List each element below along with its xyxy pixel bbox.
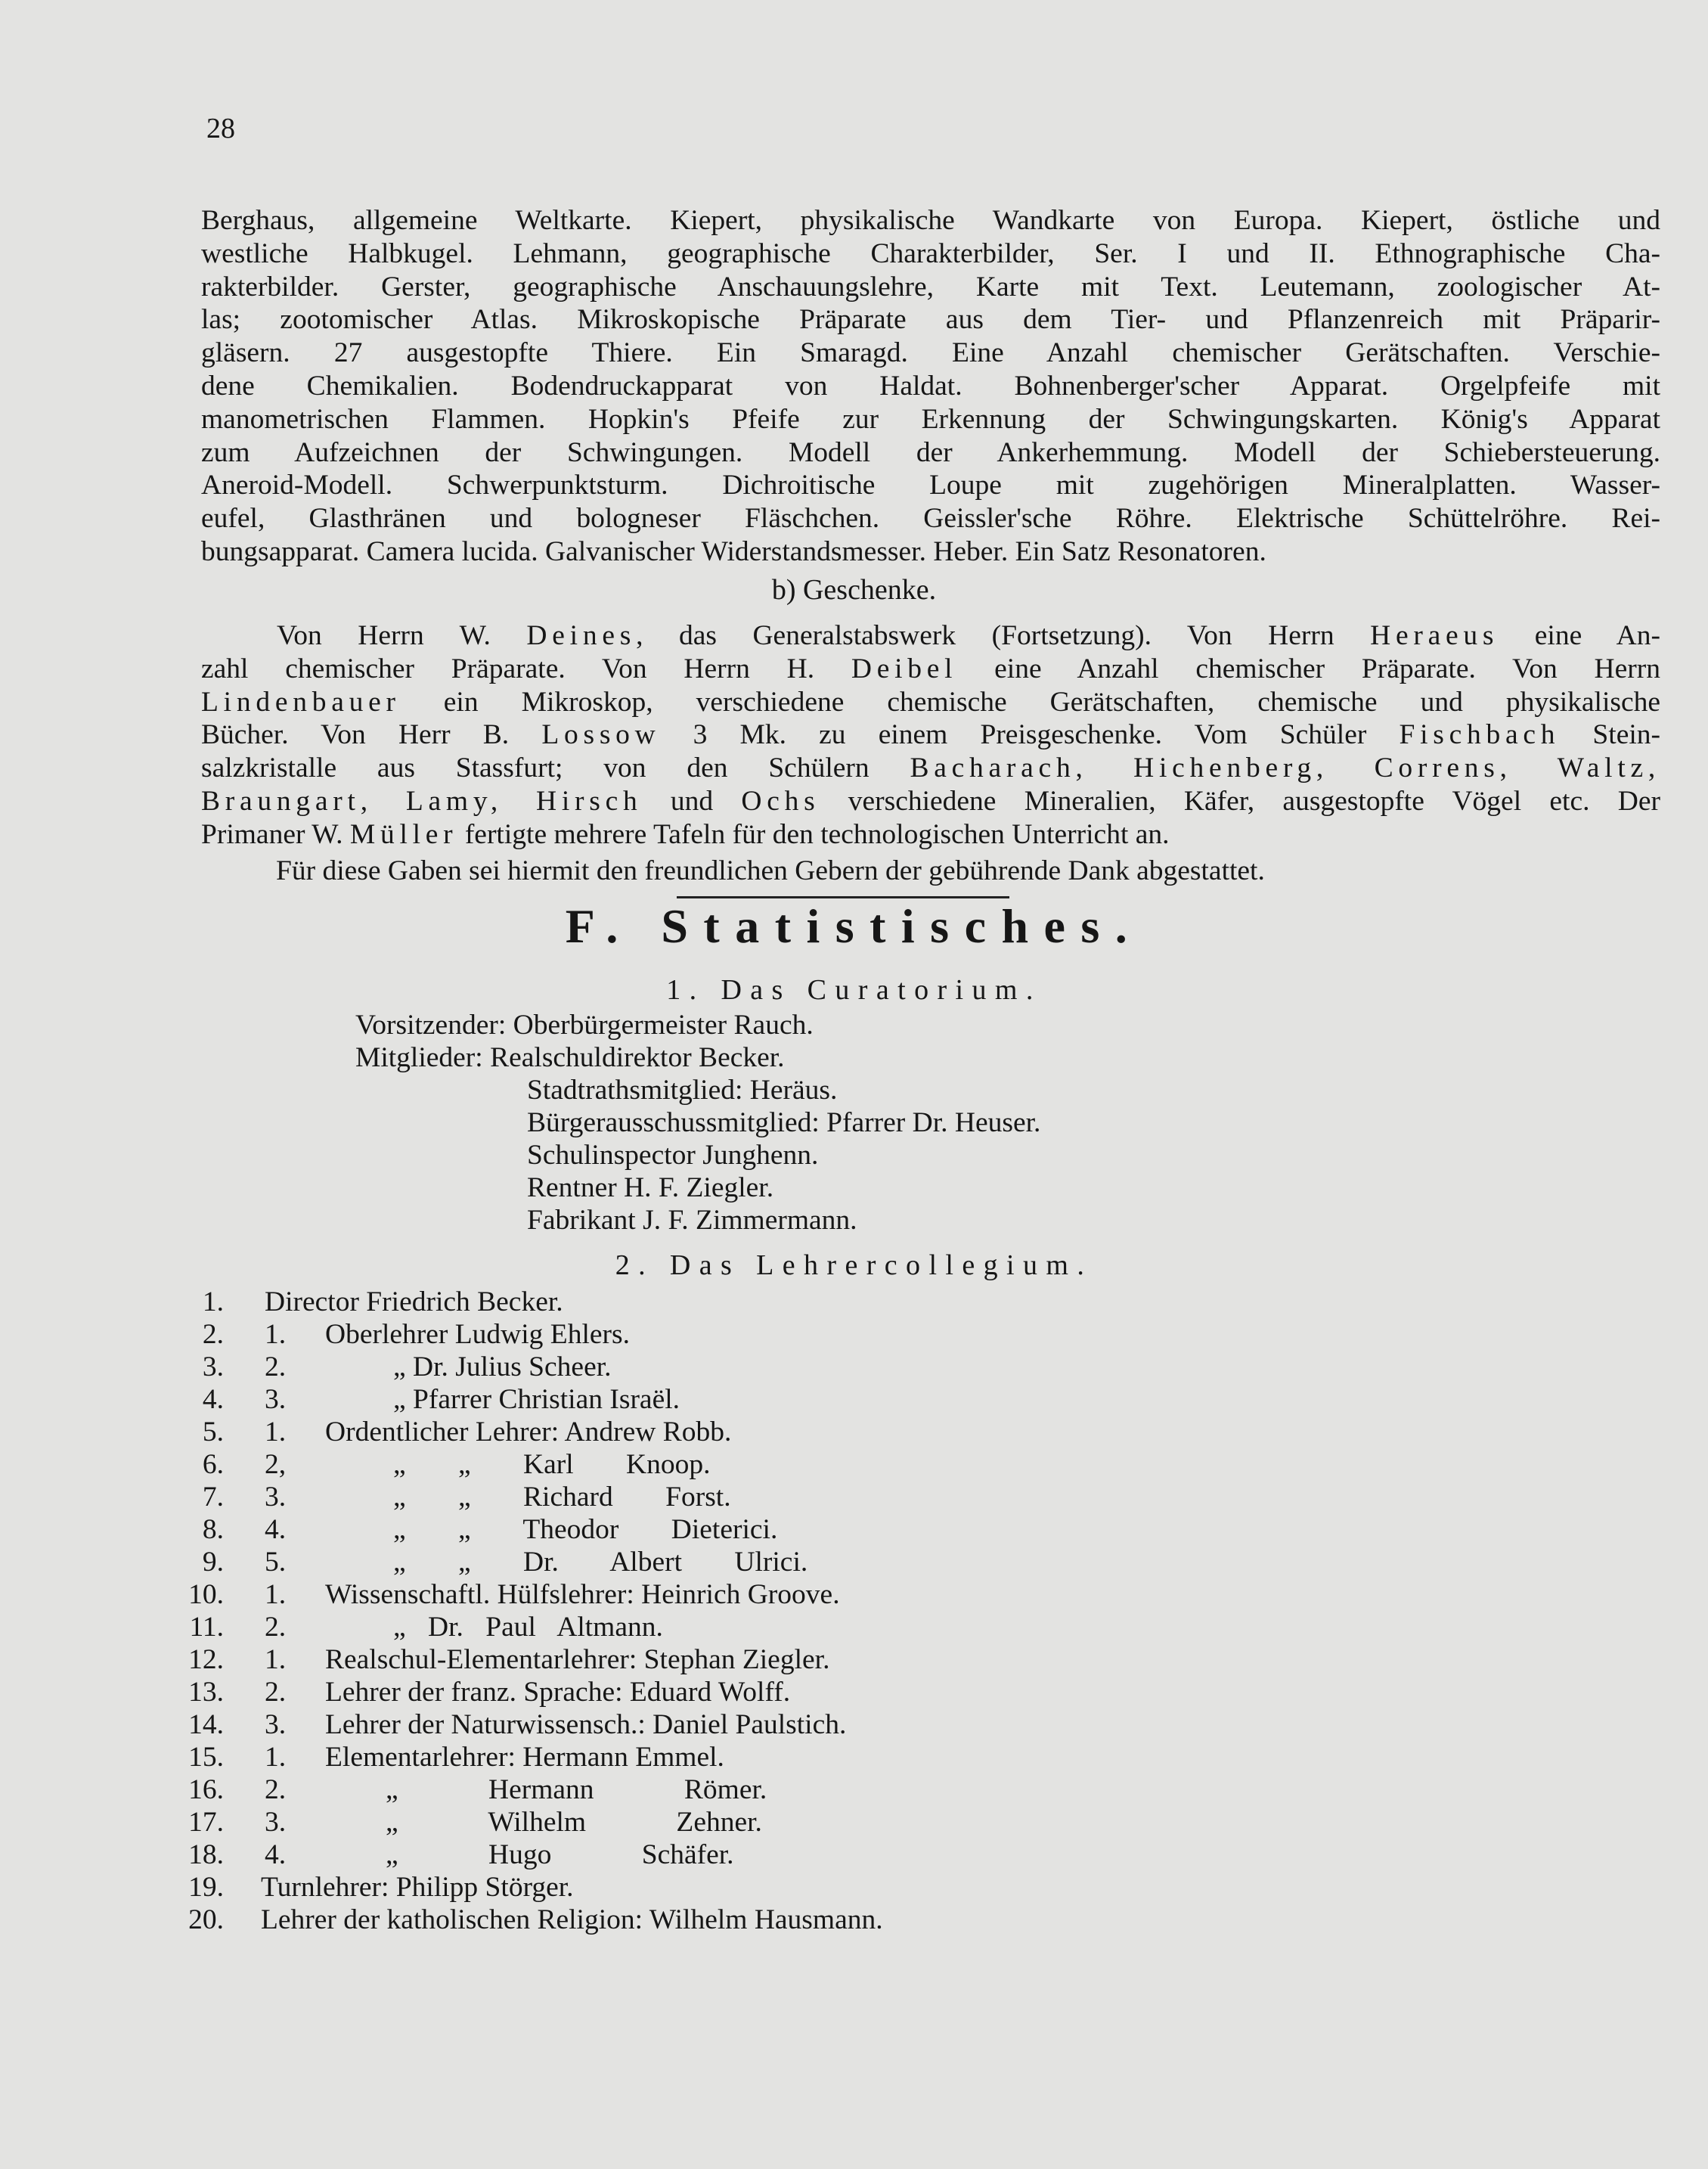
inventory-line: bungsapparat. Camera lucida. Galvanischer Widerstandsmesser. Heber. Ein Satz Resonatoren. — [201, 535, 1266, 567]
entry-number: 1. — [202, 1286, 224, 1317]
members-label: Mitglieder: — [355, 1042, 483, 1073]
gifts-line: Bücher. Von Herr B. Lossow 3 Mk. zu einem Preisgeschenke. Vom Schüler Fischbach Stein- — [201, 719, 1660, 751]
entry-number: 9. — [202, 1547, 224, 1578]
entry-text: „ Dr. Paul Altmann. — [393, 1612, 663, 1643]
inventory-line: gläsern. 27 ausgestopfte Thiere. Ein Smaragd. Eine Anzahl chemischer Gerätschaften. Verschie- — [201, 337, 1660, 369]
entry-number: 7. — [202, 1482, 224, 1513]
inventory-line: rakterbilder. Gerster, geographische Anschauungslehre, Karte mit Text. Leutemann, zoologischer At- — [201, 271, 1660, 303]
gifts-paragraph — [201, 619, 1660, 852]
entry-sub: 5. — [265, 1547, 287, 1578]
entry-number: 18. — [188, 1839, 224, 1870]
member: Bürgerausschussmitglied: Pfarrer Dr. Heuser. — [527, 1107, 1041, 1138]
entry-number: 16. — [188, 1774, 224, 1805]
page-number: 28 — [206, 113, 235, 144]
inventory-line: eufel, Glasthränen und bologneser Fläschchen. Geissler'sche Röhre. Elektrische Schüttelröhre. Rei- — [201, 503, 1660, 535]
entry-text: Lehrer der franz. Sprache: Eduard Wolff. — [325, 1677, 791, 1708]
curatorium-members-row — [355, 1041, 785, 1074]
entry-number: 3. — [202, 1351, 224, 1382]
entry-sub: 1. — [265, 1417, 287, 1448]
entry-number: 19. — [188, 1872, 224, 1903]
entry-sub: 3. — [265, 1482, 287, 1513]
entry-number: 11. — [189, 1612, 224, 1643]
inventory-line: Aneroid-Modell. Schwerpunktsturm. Dichroitische Loupe mit zugehörigen Mineralplatten. Wasser- — [201, 470, 1660, 501]
member: Stadtrathsmitglied: Heräus. — [527, 1075, 838, 1106]
gifts-line: Braungart, Lamy, Hirsch und Ochs verschiedene Mineralien, Käfer, ausgestopfte Vögel etc. Der — [201, 785, 1660, 817]
gifts-line: salzkristalle aus Stassfurt; von den Schülern Bacharach, Hichenberg, Correns, Waltz, — [201, 752, 1661, 784]
section-title: F. Statistisches. — [565, 899, 1143, 953]
gifts-line: Primaner W. Müller fertigte mehrere Tafeln für den technologischen Unterricht an. — [201, 818, 1170, 850]
member: Fabrikant J. F. Zimmermann. — [527, 1205, 857, 1236]
gifts-line: zahl chemischer Präparate. Von Herrn H. Deibel eine Anzahl chemischer Präparate. Von Herrn — [201, 653, 1660, 684]
entry-sub: 1. — [265, 1579, 287, 1610]
entry-number: 4. — [202, 1384, 224, 1415]
member: Schulinspector Junghenn. — [527, 1140, 819, 1171]
curatorium-chair — [355, 1009, 814, 1041]
chair-label: Vorsitzender: — [355, 1010, 507, 1041]
inventory-line: westliche Halbkugel. Lehmann, geographische Charakterbilder, Ser. I und II. Ethnographische Cha- — [201, 237, 1660, 269]
inventory-line: manometrischen Flammen. Hopkin's Pfeife zur Erkennung der Schwingungskarten. König's Apparat — [201, 403, 1660, 435]
entry-sub: 2, — [265, 1449, 287, 1480]
inventory-line: Berghaus, allgemeine Weltkarte. Kiepert, physikalische Wandkarte von Europa. Kiepert, östliche und — [201, 205, 1660, 236]
entry-number: 20. — [188, 1904, 224, 1935]
entry-text: Lehrer der Naturwissensch.: Daniel Paulstich. — [325, 1709, 847, 1740]
entry-number: 14. — [188, 1709, 224, 1740]
thanks-line: Für diese Gaben sei hiermit den freundlichen Gebern der gebührende Dank abgestattet. — [276, 855, 1265, 886]
entry-text: „ Pfarrer Christian Israël. — [393, 1384, 680, 1415]
entry-text: „ „ Theodor Dieterici. — [393, 1514, 778, 1545]
entry-number: 2. — [202, 1319, 224, 1350]
entry-text: „ „ Karl Knoop. — [393, 1449, 711, 1480]
entry-text: Elementarlehrer: Hermann Emmel. — [325, 1742, 724, 1773]
entry-sub: 3. — [265, 1807, 287, 1838]
entry-text: Realschul-Elementarlehrer: Stephan Ziegler. — [325, 1644, 830, 1675]
entry-sub: 1. — [265, 1319, 287, 1350]
entry-sub: 2. — [265, 1612, 287, 1643]
entry-text: Lehrer der katholischen Religion: Wilhelm Hausmann. — [261, 1904, 883, 1935]
member: Rentner H. F. Ziegler. — [527, 1172, 774, 1203]
entry-number: 6. — [202, 1449, 224, 1480]
gifts-line: Von Herrn W. Deines, das Generalstabswerk (Fortsetzung). Von Herrn Heraeus eine An- — [277, 620, 1660, 651]
entry-text: Oberlehrer Ludwig Ehlers. — [325, 1319, 630, 1350]
entry-text: „ „ Richard Forst. — [393, 1482, 731, 1513]
gifts-line: Lindenbauer ein Mikroskop, verschiedene chemische Gerätschaften, chemische und physikalische — [201, 686, 1660, 718]
entry-text: Ordentlicher Lehrer: Andrew Robb. — [325, 1417, 732, 1448]
collegium-heading: 2. Das Lehrercollegium. — [615, 1249, 1093, 1281]
member: Realschuldirektor Becker. — [490, 1042, 785, 1073]
inventory-line: zum Aufzeichnen der Schwingungen. Modell der Ankerhemmung. Modell der Schiebersteuerung. — [201, 436, 1660, 468]
entry-number: 5. — [202, 1417, 224, 1448]
curatorium-heading: 1. Das Curatorium. — [666, 974, 1042, 1006]
inventory-paragraph — [201, 204, 1660, 569]
entry-number: 15. — [188, 1742, 224, 1773]
entry-text: Wissenschaftl. Hülfslehrer: Heinrich Groove. — [325, 1579, 840, 1610]
entry-sub: 1. — [265, 1742, 287, 1773]
entry-text: „ Wilhelm Zehner. — [386, 1807, 762, 1838]
entry-number: 12. — [188, 1644, 224, 1675]
entry-number: 17. — [188, 1807, 224, 1838]
entry-text: Director Friedrich Becker. — [265, 1286, 563, 1317]
entry-sub: 4. — [265, 1514, 287, 1545]
gifts-heading: b) Geschenke. — [771, 574, 937, 606]
entry-text: „ Hugo Schäfer. — [386, 1839, 734, 1870]
entry-sub: 2. — [265, 1351, 287, 1382]
entry-sub: 4. — [265, 1839, 287, 1870]
inventory-line: las; zootomischer Atlas. Mikroskopische Präparate aus dem Tier- und Pflanzenreich mit Präparir- — [201, 304, 1660, 336]
inventory-line: dene Chemikalien. Bodendruckapparat von Haldat. Bohnenberger'scher Apparat. Orgelpfeife mit — [201, 370, 1660, 402]
entry-number: 13. — [188, 1677, 224, 1708]
entry-text: Turnlehrer: Philipp Störger. — [261, 1872, 574, 1903]
entry-text: „ „ Dr. Albert Ulrici. — [393, 1547, 808, 1578]
entry-text: „ Dr. Julius Scheer. — [393, 1351, 612, 1382]
entry-sub: 2. — [265, 1677, 287, 1708]
entry-sub: 3. — [265, 1384, 287, 1415]
entry-sub: 1. — [265, 1644, 287, 1675]
chair-name: Oberbürgermeister Rauch. — [513, 1010, 814, 1041]
entry-sub: 2. — [265, 1774, 287, 1805]
entry-text: „ Hermann Römer. — [386, 1774, 767, 1805]
entry-sub: 3. — [265, 1709, 287, 1740]
entry-number: 8. — [202, 1514, 224, 1545]
entry-number: 10. — [188, 1579, 224, 1610]
